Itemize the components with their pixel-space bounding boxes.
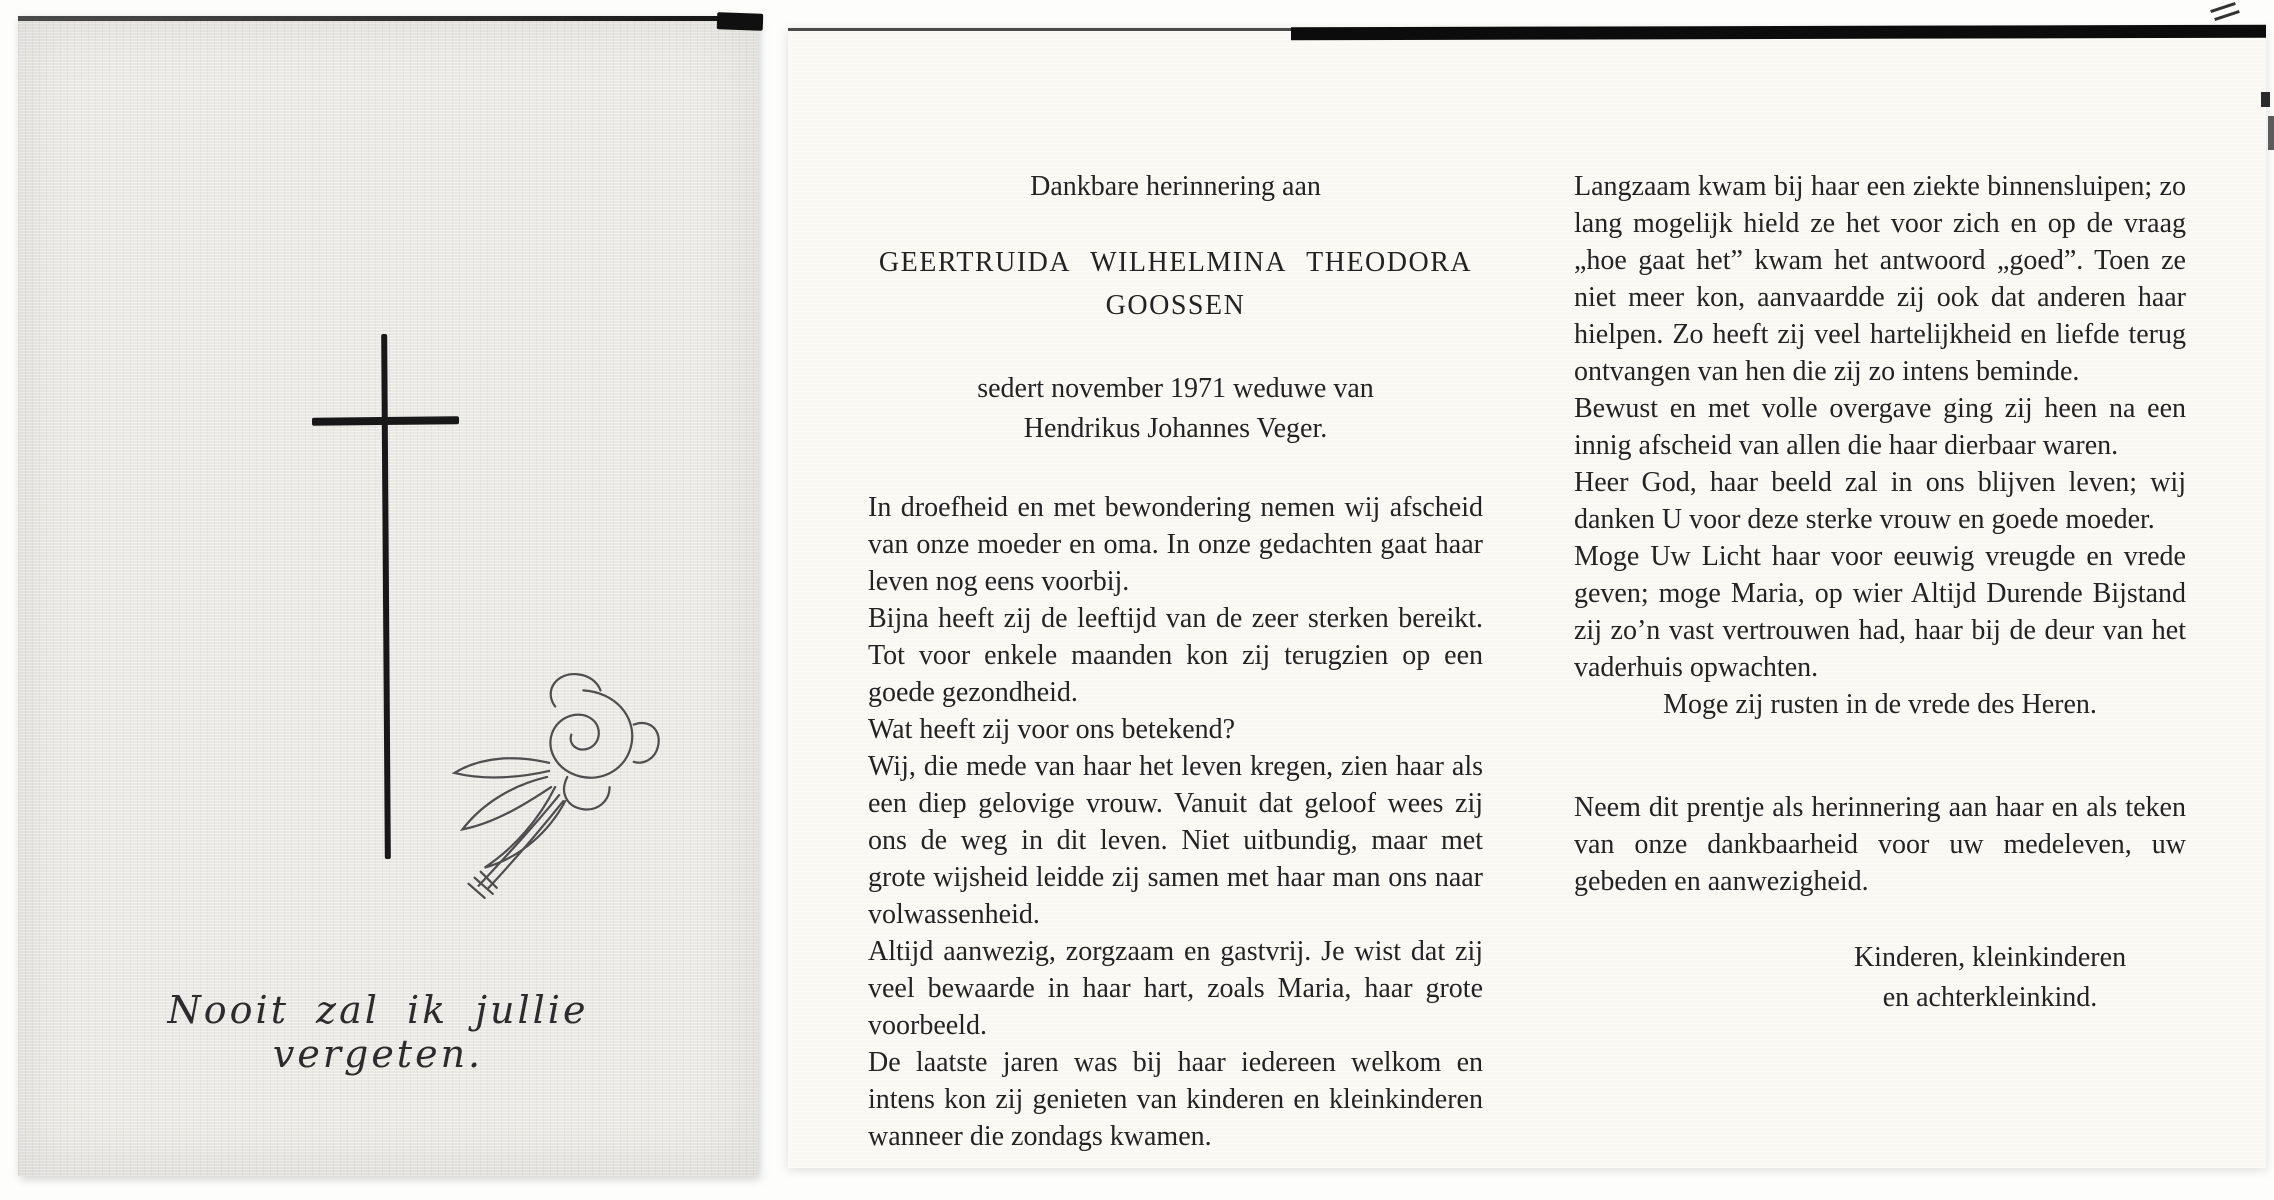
memorial-paragraph: De laatste jaren was bij haar iedereen welkom en intens kon zij genieten van kinderen en kleinkinderen wanneer die zondags kwamen. xyxy=(868,1047,1483,1152)
signature-block xyxy=(1574,938,2186,1018)
memorial-paragraph: Langzaam kwam bij haar een ziekte binnensluipen; zo lang mogelijk hield ze het voor zich en op de vraag „hoe gaat het” kwam het antwoord „goed”. Toen ze niet meer kon, aanvaardde zij ook dat anderen haar hielpen. Zo heeft zij veel hartelijkheid en liefde terug ontvangen van hen die zij zo intens beminde. xyxy=(1574,171,2186,387)
widow-block xyxy=(868,369,1483,449)
memorial-column-right xyxy=(1574,168,2186,1018)
widow-line: sedert november 1971 weduwe van xyxy=(977,373,1374,404)
scan-corner-artifact xyxy=(717,12,764,31)
memorial-paragraph: Bewust en met volle overgave ging zij heen na een innig afscheid van allen die haar dierbaar waren. xyxy=(1574,393,2186,461)
scan-edge-artifact xyxy=(2214,10,2240,21)
scan-edge-artifact xyxy=(18,16,758,21)
scan-edge-artifact xyxy=(1291,25,2266,41)
rose-icon xyxy=(396,654,668,906)
memorial-paragraph: Moge Uw Licht haar voor eeuwig vreugde en vrede geven; moge Maria, op wier Altijd Durende Bijstand zij zo’n vast vertrouwen had, haar bij de deur van het vaderhuis opwachten. xyxy=(1574,541,2186,683)
memorial-paragraph: In droefheid en met bewondering nemen wij afscheid van onze moeder en oma. In onze gedachten gaat haar leven nog eens voorbij. xyxy=(868,492,1483,597)
memorial-paragraph: Altijd aanwezig, zorgzaam en gastvrij. Je wist dat zij veel bewaarde in haar hart, zoals Maria, haar grote voorbeeld. xyxy=(868,936,1483,1041)
signature-line: Kinderen, kleinkinderen xyxy=(1853,942,2127,973)
rest-in-peace-line: Moge zij rusten in de vrede des Heren. xyxy=(1663,689,2097,720)
scan-edge-artifact xyxy=(2261,92,2270,107)
cross-icon xyxy=(312,416,459,426)
memorial-paragraph: Wat heeft zij voor ons betekend? xyxy=(868,714,1236,745)
front-caption: Nooit zal ik jullie vergeten. xyxy=(167,988,589,1076)
dedication-line: Dankbare herinnering aan xyxy=(1030,171,1321,202)
scan-edge-artifact xyxy=(2268,116,2274,150)
front-card xyxy=(18,16,758,1176)
memorial-paragraph: Wij, die mede van haar het leven kregen, zien haar als een diep gelovige vrouw. Vanuit dat geloof wees zij ons de weg in dit leven. Niet uitbundig, maar met grote wijsheid leidde zij samen met haar man ons naar volwassenheid. xyxy=(868,751,1483,930)
memorial-column-left xyxy=(868,168,1483,1155)
closing-paragraph: Neem dit prentje als herinnering aan haar en als teken van onze dankbaarheid voor uw medeleven, uw gebeden en aanwezigheid. xyxy=(1574,792,2186,897)
cross-icon xyxy=(381,334,391,859)
memorial-paragraph: Heer God, haar beeld zal in ons blijven leven; wij danken U voor deze sterke vrouw en goede moeder. xyxy=(1574,467,2186,535)
inside-card xyxy=(788,28,2266,1168)
signature-line: en achterkleinkind. xyxy=(1882,982,2098,1013)
widow-line: Hendrikus Johannes Veger. xyxy=(1023,413,1328,444)
deceased-name: GEERTRUIDA WILHELMINA THEODORA GOOSSEN xyxy=(878,247,1473,321)
memorial-paragraph: Bijna heeft zij de leeftijd van de zeer sterken bereikt. Tot voor enkele maanden kon zij terugzien op een goede gezondheid. xyxy=(868,603,1483,708)
